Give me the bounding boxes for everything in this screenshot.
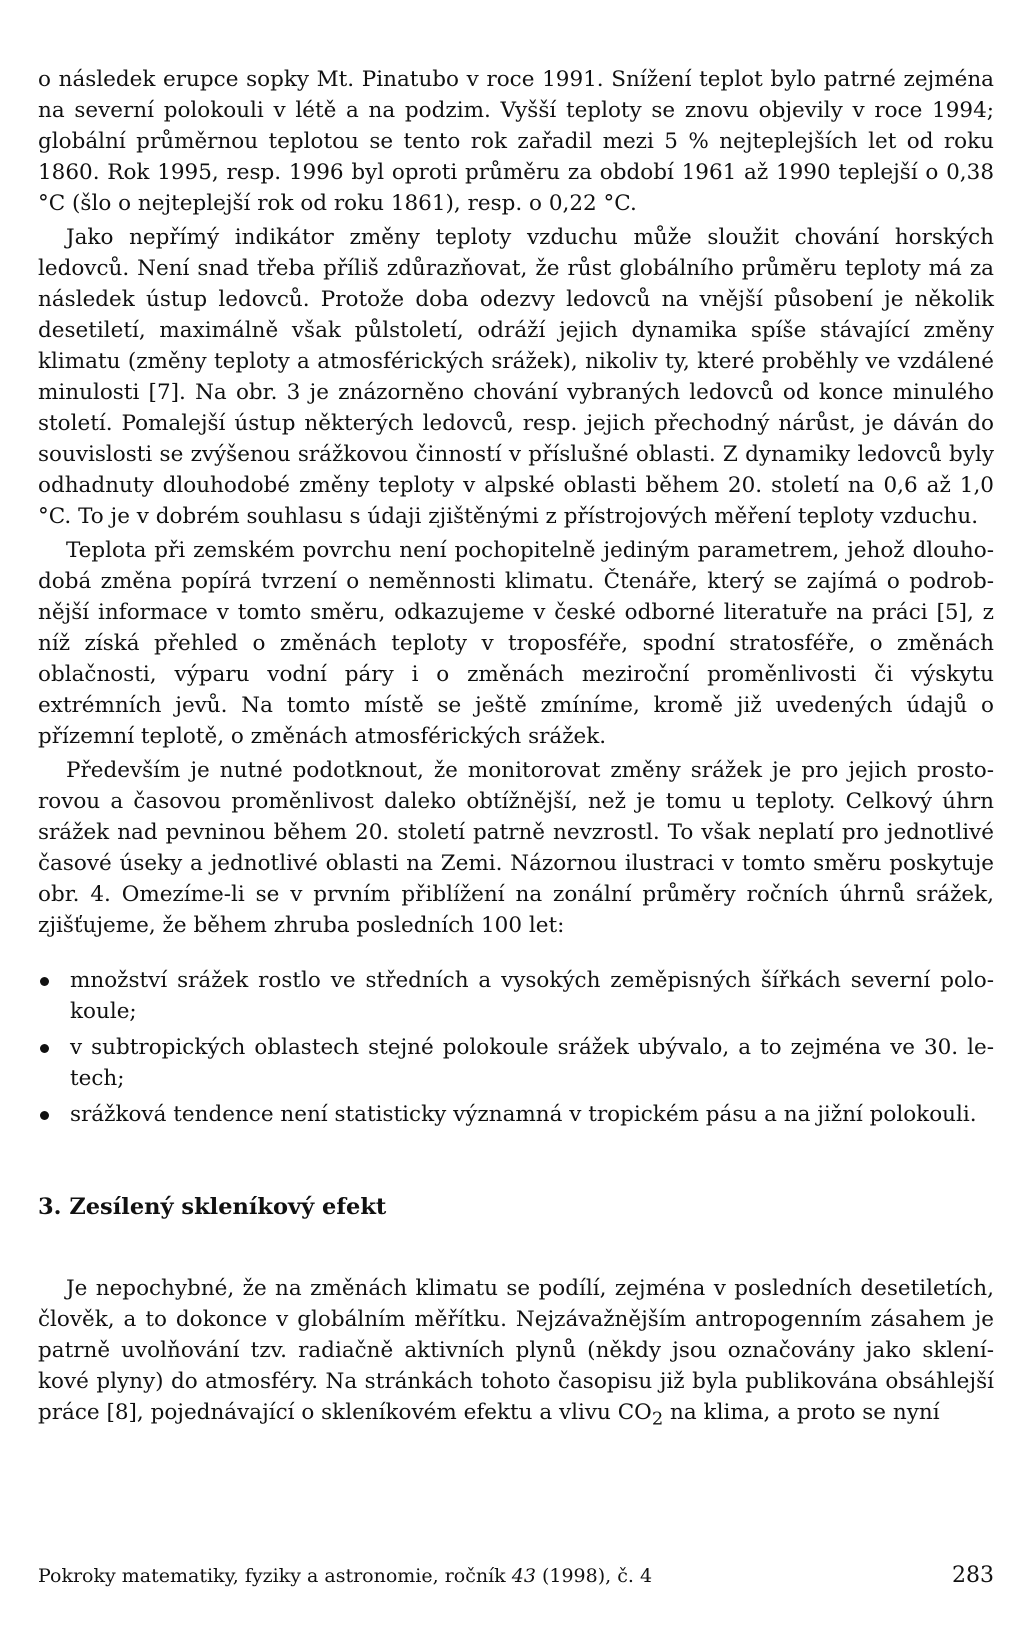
list-item-text: srážková tendence není statisticky významná v tropickém pásu a na jižní polokouli. <box>70 1102 977 1127</box>
list-item <box>38 1032 994 1094</box>
bullet-icon <box>40 1111 49 1120</box>
co2-formula <box>617 1400 664 1430</box>
list-item-text: v subtropických oblastech stejné polokoule srážek ubývalo, a to zejména ve 30. letech; <box>70 1035 994 1091</box>
paragraph-greenhouse <box>38 1273 994 1434</box>
list-item <box>38 1099 994 1130</box>
greenhouse-text-after: na klima, a proto se nyní <box>663 1400 940 1425</box>
paragraph-glaciers: Jako nepřímý indikátor změny teploty vzduchu může sloužit chování horských ledovců. Není snad třeba příliš zdůrazňovat, že růst globálního průměru teploty má za následek ústup ledovců. Protože doba odezvy ledovců na vnější působení je několik desetiletí, maximálně však půlstoletí, odráží jejich dynamika spíše stávající změny klimatu (změny teploty a atmosférických srážek), nikoliv ty, které proběhly ve vzdálené minulosti [7]. Na obr. 3 je znázorněno chování vybraných ledovců od konce minulého století. Pomalejší ústup některých ledovců, resp. jejich přechodný nárůst, je dáván do souvislosti se zvýšenou srážkovou činností v příslušné oblasti. Z dynamiky ledovců byly odhadnuty dlouhodobé změny teploty v alpské oblasti během 20. století na 0,6 až 1,0 °C. To je v dobrém souhlasu s údaji zjištěnými z přístrojových měření teploty vzduchu. <box>38 225 994 529</box>
list-item <box>38 965 994 1027</box>
journal-name: Pokroky matematiky, fyziky a astronomie, ročník <box>38 1565 512 1587</box>
paragraph-precipitation: Především je nutné podotknout, že monitorovat změny srážek je pro jejich prostorovou a časovou proměnlivost daleko obtížnější, než je tomu u teploty. Celkový úhrn srážek nad pevninou během 20. století patrně nevzrostl. To však neplatí pro jednotlivé časové úseky a jednotlivé oblasti na Zemi. Názornou ilustraci v tomto směru poskytuje obr. 4. Omezíme-li se v prvním přiblížení na zonální průměry ročních úhrnů srážek, zjišťujeme, že během zhruba posledních 100 let: <box>38 758 994 938</box>
paragraph-pinatubo: o následek erupce sopky Mt. Pinatubo v roce 1991. Snížení teplot bylo patrné zejména na severní polokouli v létě a na podzim. Vyšší teploty se znovu objevily v roce 1994; globální průměrnou teplotou se tento rok zařadil mezi 5 % nejteplejších let od roku 1860. Rok 1995, resp. 1996 byl oproti průměru za období 1961 až 1990 teplejší o 0,38 °C (šlo o nejteplejší rok od roku 1861), resp. o 0,22 °C. <box>38 67 994 216</box>
section-heading: 3. Zesílený skleníkový efekt <box>38 1194 387 1220</box>
list-item-text: množství srážek rostlo ve středních a vysokých zeměpisných šířkách severní polokoule; <box>70 968 994 1024</box>
page-number: 283 <box>952 1563 994 1588</box>
precipitation-list <box>38 965 994 1130</box>
bullet-icon <box>40 1044 49 1053</box>
greenhouse-text-before: Je nepochybné, že na změnách klimatu se podílí, zejména v posledních desetiletích, člověk, a to dokonce v globálním měřítku. Nejzávažnějším antropogenním zásahem je patrně uvolňování tzv. radiačně aktivních plynů (někdy jsou označovány jako skleníkové plyny) do atmosféry. Na stránkách tohoto časopisu již byla publikována obsáhlejší práce [8], pojednávající o skleníkovém efektu a vlivu <box>38 1276 994 1425</box>
journal-citation <box>38 1562 652 1590</box>
journal-volume: 43 <box>511 1565 536 1587</box>
bullet-icon <box>40 977 49 986</box>
page-footer <box>38 1562 994 1590</box>
journal-issue: (1998), č. 4 <box>535 1565 653 1587</box>
co2-formula-base: CO <box>617 1400 652 1425</box>
co2-formula-subscript: 2 <box>651 1408 664 1430</box>
paragraph-surface-temperature: Teplota při zemském povrchu není pochopitelně jediným parametrem, jehož dlouhodobá změna popírá tvrzení o neměnnosti klimatu. Čtenáře, který se zajímá o podrobnější informace v tomto směru, odkazujeme v české odborné literatuře na práci [5], z níž získá přehled o změnách teploty v troposféře, spodní stratosféře, o změnách oblačnosti, výparu vodní páry i o změnách meziroční proměnlivosti či výskytu extrémních jevů. Na tomto místě se ještě zmíníme, kromě již uvedených údajů o přízemní teplotě, o změnách atmosférických srážek. <box>38 538 994 749</box>
page-body <box>38 64 994 1434</box>
